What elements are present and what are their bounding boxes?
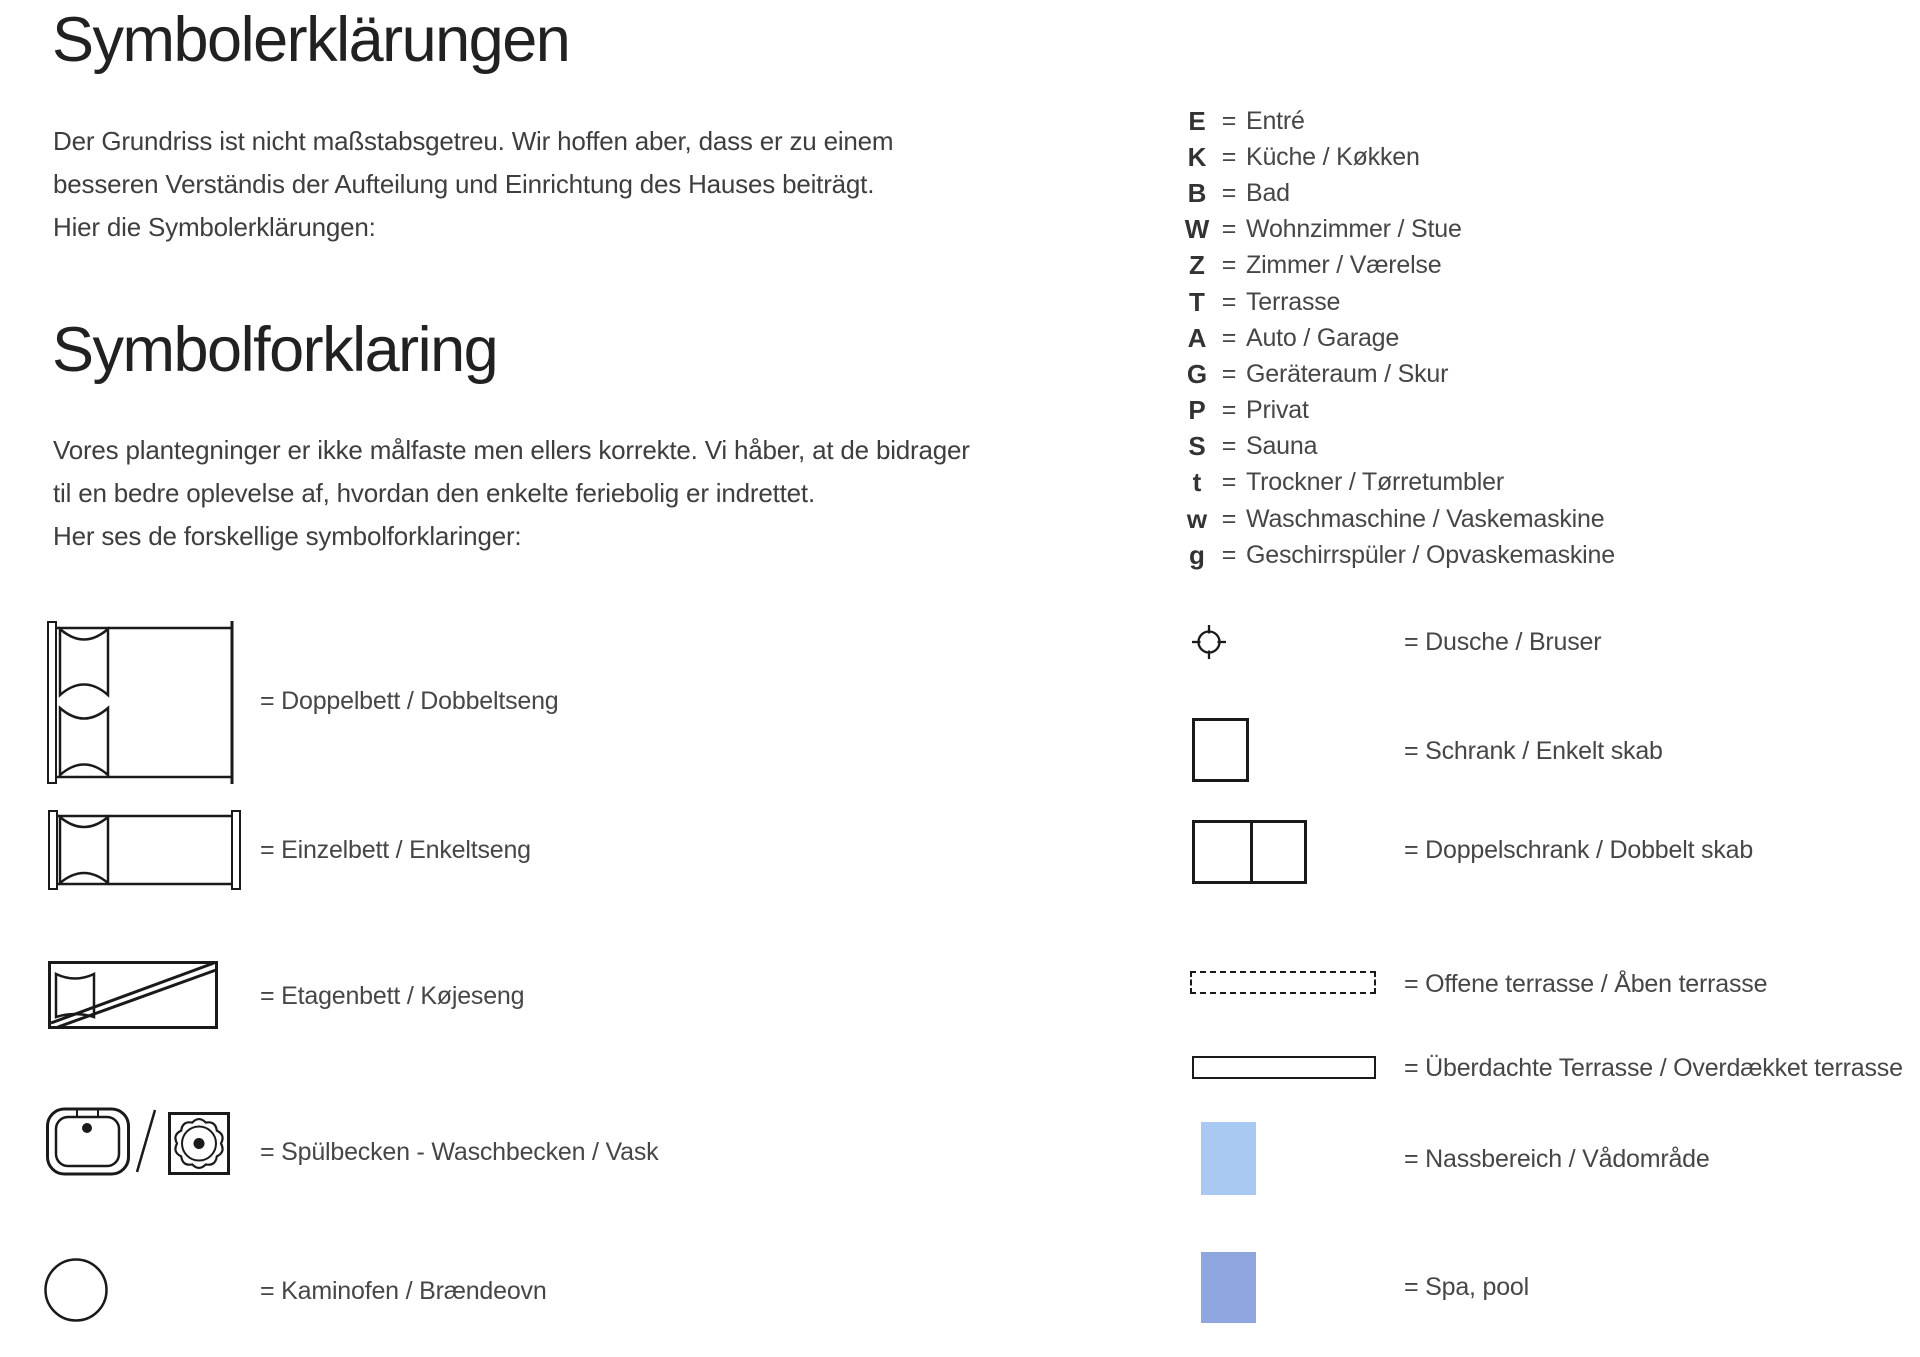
abbreviation-row xyxy=(1182,465,1615,501)
equals-sign: = xyxy=(1221,287,1237,316)
heading-german: Symbolerklärungen xyxy=(52,5,570,75)
abbreviation-row xyxy=(1182,501,1615,537)
abbr-letter: Z xyxy=(1189,250,1205,281)
equals-sign: = xyxy=(1221,432,1237,461)
abbreviation-row xyxy=(1182,103,1615,139)
abbr-letter: A xyxy=(1187,322,1207,353)
abbr-meaning: Wohnzimmer / Stue xyxy=(1246,215,1462,244)
abbr-letter: E xyxy=(1188,105,1206,136)
equals-sign: = xyxy=(1221,396,1237,425)
single-bed-icon xyxy=(48,810,241,890)
equals-sign: = xyxy=(1221,504,1237,533)
wood-stove-icon xyxy=(43,1256,109,1324)
heading-danish: Symbolforklaring xyxy=(52,315,498,385)
wardrobe-divider xyxy=(1250,823,1253,881)
abbr-letter: t xyxy=(1192,467,1202,498)
abbr-meaning: Waschmaschine / Vaskemaskine xyxy=(1246,504,1605,533)
equals-sign: = xyxy=(1221,468,1237,497)
intro-danish-line: Her ses de forskellige symbolforklaringer: xyxy=(53,521,522,551)
legend-label-covered-terrace: = Überdachte Terrasse / Overdækket terrasse xyxy=(1404,1054,1903,1082)
abbr-meaning: Trockner / Tørretumbler xyxy=(1246,468,1504,497)
intro-danish-line: Vores plantegninger er ikke målfaste men ellers korrekte. Vi håber, at de bidrager xyxy=(53,435,970,465)
legend-label-open-terrace: = Offene terrasse / Åben terrasse xyxy=(1404,970,1768,998)
abbr-letter: K xyxy=(1187,141,1207,172)
abbr-meaning: Terrasse xyxy=(1246,287,1341,316)
intro-german-line: Hier die Symbolerklärungen: xyxy=(53,212,376,242)
abbr-letter: w xyxy=(1186,503,1208,534)
legend-label-shower: = Dusche / Bruser xyxy=(1404,628,1602,656)
abbreviation-row xyxy=(1182,320,1615,356)
sink-washbasin-icons xyxy=(46,1106,236,1178)
abbr-letter: P xyxy=(1188,395,1206,426)
equals-sign: = xyxy=(1221,142,1237,171)
abbr-letter: B xyxy=(1187,177,1207,208)
slash-separator xyxy=(134,1108,158,1174)
abbr-meaning: Entré xyxy=(1246,106,1305,135)
legend-label-double-bed: = Doppelbett / Dobbeltseng xyxy=(260,687,559,715)
covered-terrace-icon xyxy=(1192,1056,1376,1079)
abbr-letter: g xyxy=(1189,539,1205,570)
equals-sign: = xyxy=(1221,359,1237,388)
legend-label-wet-area: = Nassbereich / Vådområde xyxy=(1404,1145,1710,1173)
abbr-meaning: Geschirrspüler / Opvaskemaskine xyxy=(1246,540,1615,569)
abbr-meaning: Zimmer / Værelse xyxy=(1246,251,1442,280)
abbreviation-row xyxy=(1182,175,1615,211)
equals-sign: = xyxy=(1221,251,1237,280)
equals-sign: = xyxy=(1221,215,1237,244)
abbreviation-row xyxy=(1182,284,1615,320)
abbr-letter: G xyxy=(1186,358,1208,389)
abbr-meaning: Privat xyxy=(1246,396,1309,425)
spa-pool-swatch xyxy=(1201,1252,1256,1323)
abbr-meaning: Küche / Køkken xyxy=(1246,142,1420,171)
abbreviation-row xyxy=(1182,356,1615,392)
abbreviation-row xyxy=(1182,212,1615,248)
kitchen-sink-icon xyxy=(46,1106,130,1176)
abbr-letter: S xyxy=(1188,431,1206,462)
intro-german-line: Der Grundriss ist nicht maßstabsgetreu. Wir hoffen aber, dass er zu einem xyxy=(53,126,894,156)
abbr-meaning: Bad xyxy=(1246,178,1290,207)
equals-sign: = xyxy=(1221,323,1237,352)
double-wardrobe-icon xyxy=(1192,820,1307,884)
abbreviation-row xyxy=(1182,393,1615,429)
wet-area-swatch xyxy=(1201,1122,1256,1195)
legend-label-spa-pool: = Spa, pool xyxy=(1404,1273,1529,1301)
equals-sign: = xyxy=(1221,540,1237,569)
equals-sign: = xyxy=(1221,178,1237,207)
legend-label-bunk-bed: = Etagenbett / Køjeseng xyxy=(260,982,525,1010)
single-wardrobe-icon xyxy=(1192,718,1249,782)
legend-label-double-wardrobe: = Doppelschrank / Dobbelt skab xyxy=(1404,836,1754,864)
intro-danish xyxy=(53,429,970,558)
intro-german-line: besseren Verständis der Aufteilung und Einrichtung des Hauses beiträgt. xyxy=(53,169,875,199)
abbreviation-row xyxy=(1182,139,1615,175)
abbreviation-list xyxy=(1182,103,1615,573)
abbreviation-row xyxy=(1182,537,1615,573)
abbr-meaning: Auto / Garage xyxy=(1246,323,1400,352)
abbr-letter: T xyxy=(1189,286,1205,317)
legend-label-wood-stove: = Kaminofen / Brændeovn xyxy=(260,1277,547,1305)
washbasin-icon xyxy=(168,1112,230,1175)
intro-danish-line: til en bedre oplevelse af, hvordan den enkelte feriebolig er indrettet. xyxy=(53,478,815,508)
abbr-meaning: Sauna xyxy=(1246,432,1318,461)
intro-german xyxy=(53,120,893,249)
abbreviation-row xyxy=(1182,429,1615,465)
abbreviation-row xyxy=(1182,248,1615,284)
legend-label-sink: = Spülbecken - Waschbecken / Vask xyxy=(260,1138,659,1166)
abbr-letter: W xyxy=(1184,214,1210,245)
bunk-bed-icon xyxy=(48,961,218,1029)
open-terrace-icon xyxy=(1190,971,1376,994)
legend-label-single-bed: = Einzelbett / Enkeltseng xyxy=(260,836,531,864)
abbr-meaning: Geräteraum / Skur xyxy=(1246,359,1449,388)
shower-icon xyxy=(1189,622,1229,662)
legend-label-single-wardrobe: = Schrank / Enkelt skab xyxy=(1404,737,1663,765)
double-bed-icon xyxy=(43,620,241,785)
equals-sign: = xyxy=(1221,106,1237,135)
